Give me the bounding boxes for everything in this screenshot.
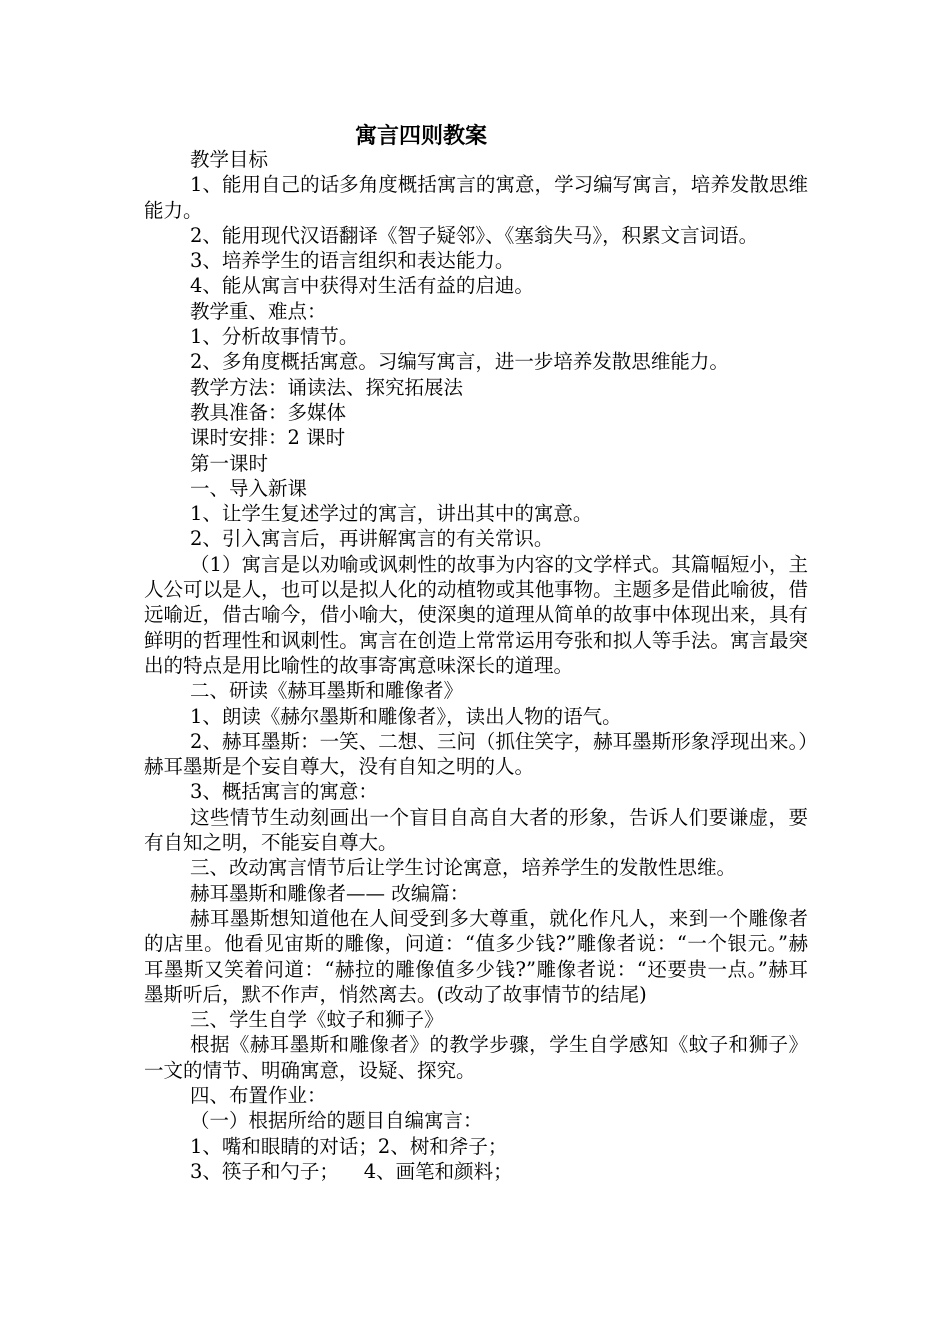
paragraph: 2、多角度概括寓意。习编写寓言，进一步培养发散思维能力。 bbox=[190, 350, 729, 374]
paragraph: 1、让学生复述学过的寓言，讲出其中的寓意。 bbox=[190, 502, 593, 526]
paragraph: 2、引入寓言后，再讲解寓言的有关常识。 bbox=[190, 527, 554, 551]
paragraph: 1、朗读《赫尔墨斯和雕像者》，读出人物的语气。 bbox=[190, 704, 622, 728]
paragraph: 3、筷子和勺子； 4、画笔和颜料； bbox=[190, 1159, 513, 1183]
paragraph: 二、研读《赫耳墨斯和雕像者》 bbox=[190, 679, 464, 703]
paragraph: 1、分析故事情节。 bbox=[190, 325, 359, 349]
paragraph: 4、能从寓言中获得对生活有益的启迪。 bbox=[190, 274, 534, 298]
paragraph: 赫耳墨斯和雕像者—— 改编篇： bbox=[190, 881, 470, 905]
paragraph: 课时安排：2 课时 bbox=[190, 426, 346, 450]
paragraph: 2、能用现代汉语翻译《智子疑邻》、《塞翁失马》，积累文言词语。 bbox=[190, 223, 759, 247]
paragraph: 3、培养学生的语言组织和表达能力。 bbox=[190, 249, 515, 273]
document-body bbox=[144, 147, 808, 1184]
paragraph: 三、改动寓言情节后让学生讨论寓意，培养学生的发散性思维。 bbox=[190, 856, 737, 880]
paragraph: 1、嘴和眼睛的对话；2、树和斧子； bbox=[190, 1134, 508, 1158]
paragraph: （一）根据所给的题目自编寓言： bbox=[190, 1109, 483, 1133]
document-title: 寓言四则教案 bbox=[354, 123, 487, 149]
paragraph: 四、布置作业： bbox=[190, 1083, 327, 1107]
paragraph: 2、赫耳墨斯：一笑、二想、三问（抓住笑字，赫耳墨斯形象浮现出来。）赫耳墨斯是个妄自尊大，没有自知之明的人。 bbox=[144, 729, 808, 779]
paragraph: 根据《赫耳墨斯和雕像者》的教学步骤，学生自学感知《蚊子和狮子》一文的情节、明确寓意，设疑、探究。 bbox=[144, 1033, 808, 1082]
paragraph: （1）寓言是以劝喻或讽刺性的故事为内容的文学样式。其篇幅短小，主人公可以是人，也可以是拟人化的动植物或其他事物。主题多是借此喻彼，借远喻近，借古喻今，借小喻大，使深奥的道理从简单的故事中体现出来，具有鲜明的哲理性和讽刺性。寓言在创造上常常运用夸张和拟人等手法。寓言最突出的特点是用比喻性的故事寄寓意味深长的道理。 bbox=[144, 552, 808, 677]
paragraph: 教学方法：诵读法、探究拓展法 bbox=[190, 375, 464, 399]
paragraph: 这些情节生动刻画出一个盲目自高自大者的形象，告诉人们要谦虚，要有自知之明，不能妄自尊大。 bbox=[144, 805, 808, 855]
paragraph: 1、能用自己的话多角度概括寓言的寓意，学习编写寓言，培养发散思维能力。 bbox=[144, 173, 808, 222]
paragraph: 教具准备：多媒体 bbox=[190, 400, 347, 424]
paragraph: 第一课时 bbox=[190, 451, 269, 475]
paragraph: 一、导入新课 bbox=[190, 476, 308, 500]
paragraph: 三、学生自学《蚊子和狮子》 bbox=[190, 1008, 444, 1032]
paragraph: 赫耳墨斯想知道他在人间受到多大尊重，就化作凡人，来到一个雕像者的店里。他看见宙斯的雕像，问道：“值多少钱?”雕像者说：“一个银元。”赫耳墨斯又笑着问道：“赫拉的雕像值多少钱?”雕像者说：“还要贵一点。”赫耳墨斯听后，默不作声，悄然离去。(改动了故事情节的结尾) bbox=[144, 906, 808, 1006]
paragraph: 教学目标 bbox=[190, 148, 269, 171]
paragraph: 3、概括寓言的寓意： bbox=[190, 780, 378, 804]
paragraph: 教学重、难点： bbox=[190, 299, 327, 323]
